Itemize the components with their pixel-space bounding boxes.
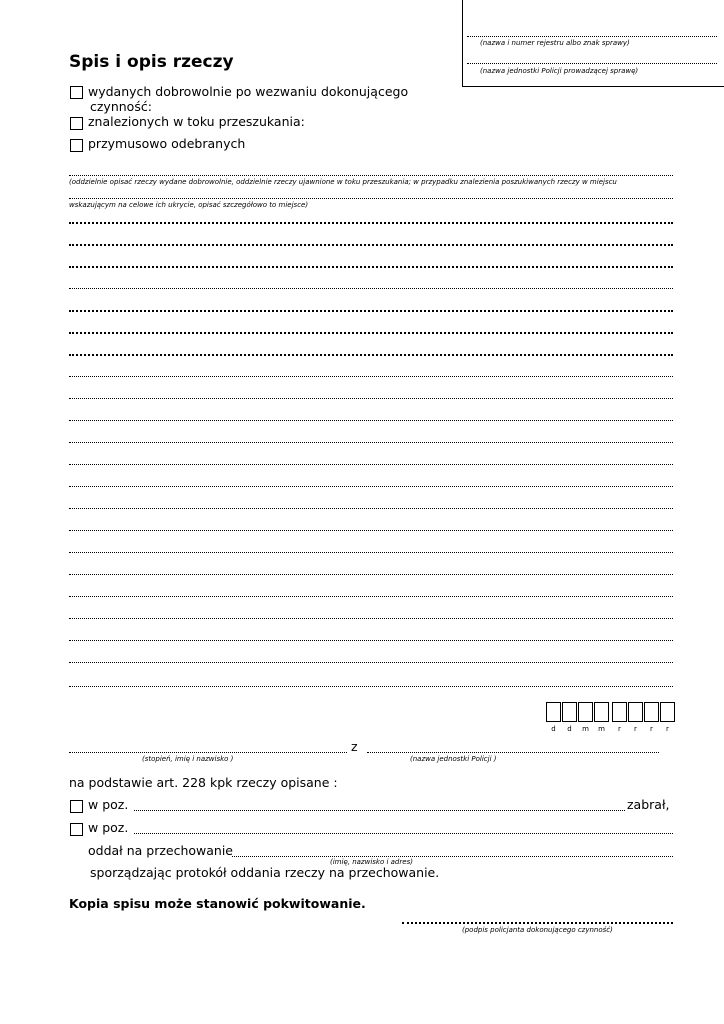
date-cell-label: r bbox=[634, 725, 637, 733]
description-line[interactable] bbox=[69, 244, 673, 246]
officer-rank-caption: (stopień, imię i nazwisko ) bbox=[142, 755, 234, 763]
police-unit-field[interactable] bbox=[467, 63, 717, 64]
description-line[interactable] bbox=[69, 686, 673, 687]
description-line[interactable] bbox=[69, 596, 673, 597]
officer-name-field[interactable] bbox=[69, 752, 347, 753]
date-cell[interactable] bbox=[562, 702, 577, 722]
description-line[interactable] bbox=[69, 618, 673, 619]
officer-z-label: z bbox=[351, 739, 358, 754]
option-voluntary[interactable] bbox=[70, 84, 83, 103]
instruction-text-1: (oddzielnie opisać rzeczy wydane dobrowolnie, oddzielnie rzeczy ujawnione w toku przeszukania; w przypadku znalezienia poszukiwanych rzeczy w miejscu bbox=[69, 178, 617, 186]
officer-unit-caption: (nazwa jednostki Policji ) bbox=[410, 755, 497, 763]
description-line[interactable] bbox=[69, 288, 673, 289]
poz2-option[interactable] bbox=[70, 821, 83, 840]
case-number-field[interactable] bbox=[467, 36, 717, 37]
date-cell[interactable] bbox=[546, 702, 561, 722]
instruction-text-2: wskazującym na celowe ich ukrycie, opisać szczegółowo to miejsce) bbox=[69, 201, 309, 209]
description-line[interactable] bbox=[69, 266, 673, 268]
poz1-option[interactable] bbox=[70, 798, 83, 817]
option-voluntary-label-2: czynność: bbox=[90, 99, 152, 114]
basis-text: na podstawie art. 228 kpk rzeczy opisane : bbox=[69, 775, 338, 790]
checkbox-forced[interactable] bbox=[70, 139, 83, 152]
storage-label: oddał na przechowanie bbox=[88, 843, 233, 858]
date-cell[interactable] bbox=[594, 702, 609, 722]
officer-unit-field[interactable] bbox=[367, 752, 659, 753]
date-cell[interactable] bbox=[628, 702, 643, 722]
signature-field[interactable] bbox=[402, 922, 673, 924]
description-line[interactable] bbox=[69, 464, 673, 465]
signature-caption: (podpis policjanta dokonującego czynność) bbox=[462, 926, 613, 934]
option-found-label: znalezionych w toku przeszukania: bbox=[88, 114, 305, 129]
date-cell[interactable] bbox=[644, 702, 659, 722]
checkbox-poz1[interactable] bbox=[70, 800, 83, 813]
date-cell[interactable] bbox=[660, 702, 675, 722]
description-line[interactable] bbox=[69, 376, 673, 377]
poz2-label: w poz. bbox=[88, 820, 129, 835]
description-line[interactable] bbox=[69, 420, 673, 421]
storage-field[interactable] bbox=[232, 856, 673, 857]
description-line[interactable] bbox=[69, 310, 673, 312]
description-line[interactable] bbox=[69, 198, 673, 199]
description-line[interactable] bbox=[69, 486, 673, 487]
poz1-suffix: zabrał, bbox=[627, 797, 670, 812]
option-voluntary-label: wydanych dobrowolnie po wezwaniu dokonującego bbox=[88, 84, 409, 99]
page-title: Spis i opis rzeczy bbox=[69, 52, 234, 72]
checkbox-voluntary[interactable] bbox=[70, 86, 83, 99]
poz1-label: w poz. bbox=[88, 797, 129, 812]
option-found[interactable] bbox=[70, 115, 83, 134]
checkbox-found[interactable] bbox=[70, 117, 83, 130]
date-cell-label: m bbox=[598, 725, 605, 733]
checkbox-poz2[interactable] bbox=[70, 823, 83, 836]
description-line[interactable] bbox=[69, 398, 673, 399]
description-line[interactable] bbox=[69, 175, 673, 176]
description-line[interactable] bbox=[69, 530, 673, 531]
date-cell[interactable] bbox=[578, 702, 593, 722]
description-line[interactable] bbox=[69, 508, 673, 509]
option-forced[interactable] bbox=[70, 137, 83, 156]
date-cell[interactable] bbox=[612, 702, 627, 722]
poz1-field[interactable] bbox=[134, 810, 625, 811]
date-cell-label: d bbox=[567, 725, 572, 733]
description-line[interactable] bbox=[69, 442, 673, 443]
storage-protocol-text: sporządzając protokół oddania rzeczy na przechowanie. bbox=[90, 865, 440, 880]
description-line[interactable] bbox=[69, 222, 673, 224]
date-cell-label: m bbox=[582, 725, 589, 733]
police-unit-caption: (nazwa jednostki Policji prowadzącej sprawę) bbox=[480, 67, 639, 75]
date-cell-label: r bbox=[618, 725, 621, 733]
description-line[interactable] bbox=[69, 640, 673, 641]
description-line[interactable] bbox=[69, 574, 673, 575]
storage-caption: (imię, nazwisko i adres) bbox=[330, 858, 413, 866]
option-forced-label: przymusowo odebranych bbox=[88, 136, 246, 151]
date-cell-label: r bbox=[666, 725, 669, 733]
description-line[interactable] bbox=[69, 354, 673, 356]
copy-note: Kopia spisu może stanowić pokwitowanie. bbox=[69, 896, 366, 911]
date-cell-label: r bbox=[650, 725, 653, 733]
description-line[interactable] bbox=[69, 662, 673, 663]
date-cell-label: d bbox=[551, 725, 556, 733]
description-line[interactable] bbox=[69, 332, 673, 334]
description-line[interactable] bbox=[69, 552, 673, 553]
poz2-field[interactable] bbox=[134, 833, 673, 834]
case-number-caption: (nazwa i numer rejestru albo znak sprawy) bbox=[480, 39, 630, 47]
